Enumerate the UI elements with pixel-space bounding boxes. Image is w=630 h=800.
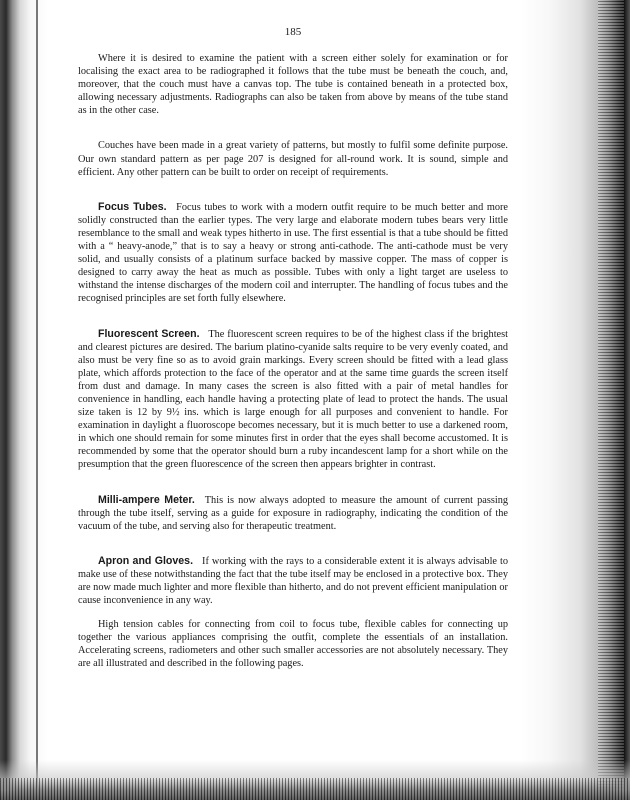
- paragraph-text: Couches have been made in a great variety of patterns, but mostly to fulfil some definite purpose. Our own standard pattern as per page 207 is designed for all-round work. It is sound, simple and efficient. Any other pattern can be built to order on receipt of requirements.: [78, 140, 508, 178]
- document-page: [78, 26, 508, 671]
- paragraph-screen-examination: [78, 52, 508, 117]
- scan-left-line: [36, 0, 38, 800]
- paragraph-text: This is now always adopted to measure the amount of current passing through the tube itself, serving as a guide for exposure in radiography, indicating the condition of the vacuum of the tube, and serving also for therapeutic treatment.: [78, 494, 509, 532]
- paragraph-text: The fluorescent screen requires to be of the highest class if the brightest and clearest pictures are desired. The barium platino-cyanide salts require to be very evenly coated, and also must be very fine so as to avoid grain markings. Every screen should be fitted with a lead glass plate, which affords protection to the face of the operator and at the same time guards the screen itself from dust and damage. In many cases the screen is also fitted with a pair of metal handles for convenience in handling, each handle having a protecting plate of lead to protect the hands. The usual size taken is 12 by 9½ ins. which is large enough for all purposes and convenient to handle. For examination in daylight a fluoroscope becomes necessary, but it is much better to use a darkened room, in which one should remain for some minutes first in order that the eyes shall become accustomed. It is recommended by some that the operator should burn a ruby incandescent lamp for a short while on the presumption that the green fluorescence of the screen then appears brighter in contrast.: [78, 328, 508, 471]
- section-heading: Fluorescent Screen.: [98, 327, 200, 340]
- section-milli-ampere-meter: [78, 494, 508, 533]
- scan-bottom-texture: [0, 778, 630, 800]
- section-apron-and-gloves: [78, 555, 508, 607]
- section-heading: Apron and Gloves.: [98, 554, 194, 567]
- scan-left-margin: [0, 0, 48, 800]
- section-focus-tubes: [78, 201, 508, 306]
- paragraph-text: If working with the rays to a considerable extent it is always advisable to make use of these notwithstanding the fact that the tube itself may be enclosed in a protective box. They are now made much lighter and more flexible than hitherto, and do not prevent efficient manipulation or cause inconvenience in any way.: [78, 555, 509, 607]
- paragraph-text: Where it is desired to examine the patient with a screen either solely for examination or for localising the exact area to be radiographed it follows that the tube must be beneath the couch, and, moreover, that the couch must have a canvas top. The tube is contained beneath in a protected box, allowing necessary adjustments. Radiographs can also be taken from above by means of the tube stand as in the other case.: [78, 53, 508, 117]
- section-heading: Focus Tubes.: [98, 200, 167, 213]
- scan-right-texture: [598, 0, 624, 800]
- paragraph-text: High tension cables for connecting from coil to focus tube, flexible cables for connecting up together the various appliances comprising the outfit, complete the essentials of an installation. Accelerating screens, radiometers and other such smaller accessories are not absolutely necessary. They are all illustrated and described in the following pages.: [78, 619, 508, 670]
- section-fluorescent-screen: [78, 328, 508, 472]
- paragraph-cables: [78, 618, 508, 670]
- paragraph-text: Focus tubes to work with a modern outfit require to be much better and more solidly constructed than the earlier types. The very large and elaborate modern tubes bears very little resemblance to the small and weak types hitherto in use. The first essential is that a tube should be fitted with a “ heavy-anode,” that is to say a heavy or strong anti-cathode. The anti-cathode must be very solid, and usually consists of a platinum surface backed by massive copper. The mass of copper is designed to carry away the heat as much as possible. Tubes with only a light target are useless to withstand the intense discharges of the modern coil and interrupter. The handling of focus tubes and the recognised principles are set forth fully elsewhere.: [78, 201, 508, 305]
- paragraph-couches: [78, 139, 508, 178]
- page-number: 185: [284, 26, 302, 38]
- section-heading: Milli-ampere Meter.: [98, 493, 195, 506]
